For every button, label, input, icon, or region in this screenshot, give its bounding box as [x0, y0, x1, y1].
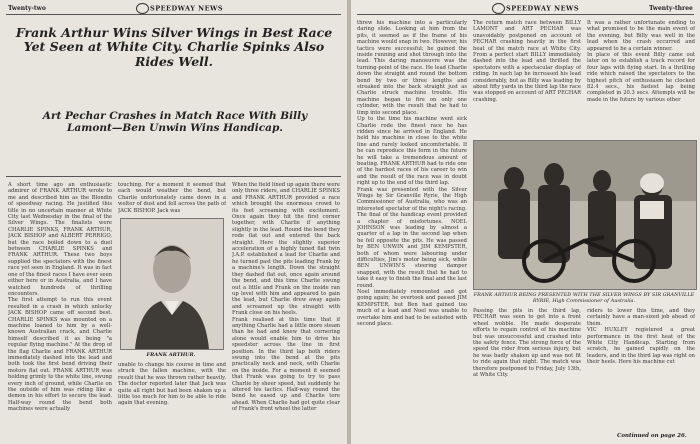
- portrait-figure: [121, 219, 223, 349]
- left-page: [0, 0, 347, 444]
- article-column-2-bottom: unable to change his course in time and struck the fallen machine, with the result that he was thrown rather heavily. The doctor reported later that Jack was quite all right but had been shaken up a little too much for him to be able to ride again that evening.: [118, 362, 226, 407]
- headline: Frank Arthur Wins Silver Wings in Best Race Yet Seen at White City. Charlie Spinks Also Rides Well.: [15, 25, 333, 69]
- page-number: Twenty-two: [8, 5, 46, 12]
- subheadline: Art Pechar Crashes in Match Race With Billy Lamont—Ben Unwin Wins Handicap.: [42, 110, 308, 135]
- page-number: Twenty-three: [649, 5, 693, 12]
- portrait-photo: [120, 218, 224, 350]
- header-rule: [6, 14, 341, 15]
- article-column-2-top: touching. For a moment it seemed that each would weather the bend, but Charlie unfortunately came down in a welter of dust and fell across the path of JACK BISHOP. Jack was: [118, 182, 226, 214]
- section-rule: [6, 176, 341, 177]
- masthead: SPEEDWAY NEWS: [135, 3, 223, 14]
- right-page: [351, 0, 700, 444]
- article-column-1: threw his machine into a particularly daring slide. Looking at him from the pits, it seemed as if the frame of his machine would snap in two. However, his tactics were successful; he gained the inside running and shot through into the lead. This daring manoeuvre was the turning-point of the race. He lead Charlie down the straight and round the bottom bend by two or three lengths and streaked into the back straight just as Charlie struck machine trouble. His machine began to fire on only one cylinder, with the result that he had to limp into second place. Up to the time his machine went sick Charlie rode the finest race he has ridden since he arrived in England. He held his machine in close to the white line and rarely looked uncomfortable. If he can reproduce this form in the future he will take a tremendous amount of beating. FRANK ARTHUR had to ride one of the hardest races of his career to win and the result of the race was in doubt right up to the end of the third lap. Frank was presented with the Silver Wings by Sir Granville Ryrie, the High Commissioner of Australia, who was an interested spectator of the night's racing. The final of the handicap event provided a chapter of misfortunes. NOEL JOHNSON was leading by almost a quarter of a lap in the second lap when he fell opposite the pits. He was passed by BEN UNWIN and JIM KEMPSTER, both of whom were labouring under difficulties, Jim's motor being sick, while BEN UNWIN'S steering damper snapped, with the result that he had to take it easy to finish the final and the last round. Noel immediately remounted and got going again; he overtook and passed JIM KEMPSTER, but Ben had gained too much of a lead and Noel was unable to overtake him and had to be satisfied with second place.: [357, 20, 467, 328]
- masthead: SPEEDWAY NEWS: [491, 3, 579, 14]
- article-column-3-bottom: riders to lower this time, and they certainly have a man-sized job ahead of them. VIC HUXLEY registered a great performance in the first heat of the White City Handicap. Starting from scratch, he gained rapidly on the leaders, and in the third lap was right on their heels. Here his machine cut: [587, 308, 695, 366]
- presentation-photo: [473, 140, 697, 290]
- presentation-scene: [474, 141, 696, 289]
- article-column-3-top: It was a rather unfortunate ending to what promised to be the main event of the evening, but Billy was well in the lead when the crash occurred and appeared to be a certain winner. In place of this event Billy came out later on to establish a track record for four laps with flying start. In a thrilling ride which raised the spectators to the highest pitch of enthusiasm he clocked 82.4 secs., his fastest lap being completed in 20.3 secs. Attempts will be made in the future by various other: [587, 20, 695, 103]
- article-column-1: A short time ago an enthusiastic admirer of FRANK ARTHUR wrote to me and described him as the Blondin of speedway racing. He justified this title in no uncertain manner at White City last Wednesday in the final of the Silver Wings. The finalists were CHARLIE SPINKS, FRANK ARTHUR, JACK BISHOP and ALBERT PERRIGO, but the race boiled down to a duel between CHARLIE SPINKS and FRANK ARTHUR. These two boys supplied the spectators with the finest race yet seen in England. It was in fact one of the finest races I have ever seen either here or in Australia, and I have watched hundreds of thrilling encounters. The first attempt to run this event resulted in a crash in which unlucky JACK BISHOP came off second best. CHARLIE SPINKS was mounted on a machine loaned to him by a well-known Australian crack, and Charlie himself described it as being "a regular flying machine." At the drop of the flag Charlie and FRANK ARTHUR immediately dashed into the lead and both took the first bend driving their motors flat out. FRANK ARTHUR was holding grimly to the white line, swung every inch of ground, while Charlie on the outside of him was riding like a demon in his effort to secure the lead. Half-way round the bend both machines were actually: [8, 182, 112, 413]
- presentation-caption: FRANK ARTHUR BEING PRESENTED WITH THE SILVER WINGS BY SIR GRANVILLE RYRIE, High Commissioner of Australia.: [473, 292, 695, 304]
- speedway-logo-icon: [136, 3, 149, 14]
- article-column-2-top: The return match race between BILLY LAMONT and ART PECHAR was unavoidably postponed on account of PECHAR crashing heavily in the first heat of the match race at White City. From a perfect start BILLY immediately dashed into the lead and thrilled the spectators with a spectacular display of riding. In each lap he increased his lead considerably, but as Billy was leading by about fifty yards in the third lap the race was stopped on account of ART PECHAR crashing.: [473, 20, 581, 103]
- portrait-caption: FRANK ARTHUR.: [146, 352, 196, 358]
- header-rule: [357, 14, 694, 15]
- continued-note: Continued on page 26.: [617, 433, 687, 439]
- article-column-2-bottom: Passing the pits in the third lap, PECHAR was seen to get into a front wheel wobble. He made desperate efforts to regain control of his machine but was unsuccessful and crashed into the safety fence. The strong force of the speed the rider from serious injury, but he was badly shaken up and was not fit to ride again that night. The match was therefore postponed to Friday, July 13th, at White City.: [473, 308, 581, 379]
- article-column-3: When the field lined up again there were only three riders, and CHARLIE SPINKS and FRANK ARTHUR provided a race which brought the enormous crowd to its feet screaming with excitement. Once again they hit the first corner together, with Charlie if anything slightly in the lead. Round the bend they rode flat out and entered the back straight. Here the slightly superior acceleration of a highly tuned flat twin J.A.P. established a lead for Charlie and he turned past the pits leading Frank by a machine's length. Down the straight they dashed flat out, once again around the bend, and this time Charlie swung out a little and Frank on the inside ran up level with him and appeared to gain the lead, but Charlie drew away again and screamed up the straight with Frank close on his heels. Frank realised at this time that if anything Charlie had a little more steam than he had and knew that cornering alone would enable him to drive his speedster across the line in first position. In the third lap both riders swung into the bend at the pits practically neck and neck, with Charlie on the inside. For a moment it seemed that Frank was going to try to pass Charlie by sheer speed, but suddenly he altered his tactics. Half-way round the bend he eased up and Charlie tore ahead. When Charlie had got quite clear of Frank's front wheel the latter: [232, 182, 340, 413]
- speedway-logo-icon: [492, 3, 505, 14]
